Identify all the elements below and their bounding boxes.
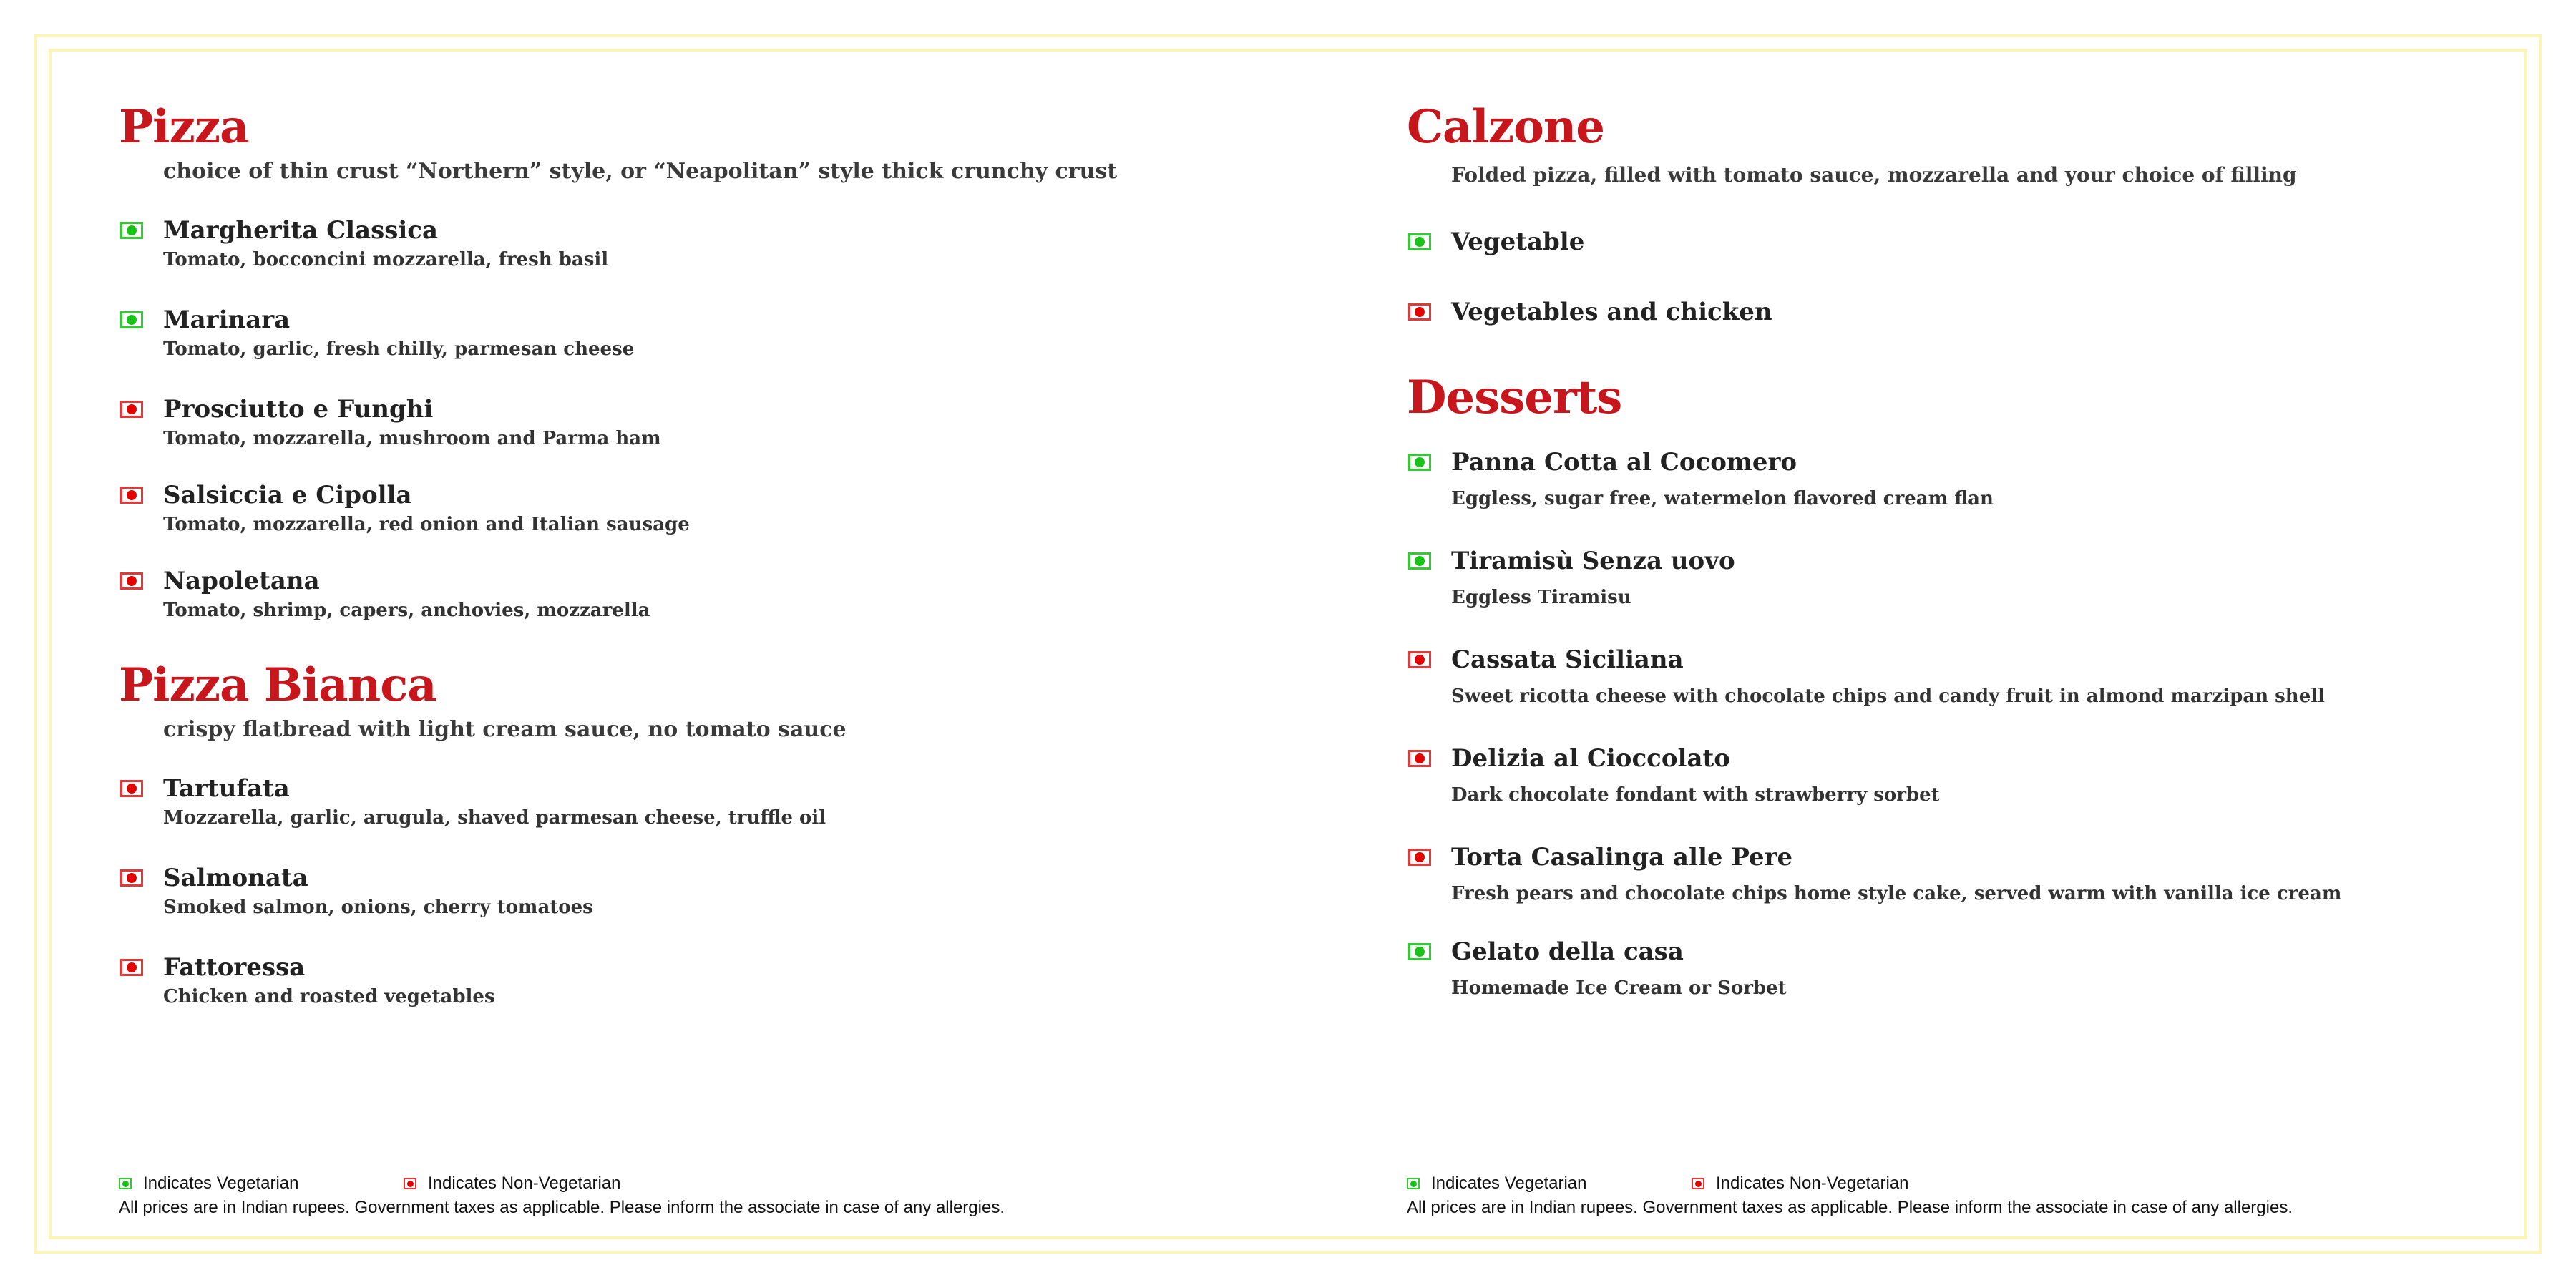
menu-item-desc: Homemade Ice Cream or Sorbet xyxy=(1451,977,1787,999)
nonveg-icon xyxy=(1408,651,1431,668)
menu-item-name: Gelato della casa xyxy=(1451,937,1684,966)
menu-item-name: Panna Cotta al Cocomero xyxy=(1451,448,1797,477)
veg-icon xyxy=(1408,233,1431,250)
menu-item-name: Delizia al Cioccolato xyxy=(1451,744,1730,773)
menu-item-name: Cassata Siciliana xyxy=(1451,645,1684,674)
menu-item-name: Prosciutto e Funghi xyxy=(163,395,434,424)
menu-item-desc: Tomato, mozzarella, mushroom and Parma ham xyxy=(163,428,661,449)
section-title-calzone: Calzone xyxy=(1407,100,1604,154)
menu-item-name: Tiramisù Senza uovo xyxy=(1451,547,1735,575)
section-subtitle-pizza: choice of thin crust “Northern” style, or “Neapolitan” style thick crunchy crust xyxy=(163,159,1118,184)
menu-item-name: Torta Casalinga alle Pere xyxy=(1451,843,1793,872)
menu-item-desc: Tomato, mozzarella, red onion and Italian sausage xyxy=(163,514,690,535)
footnote: All prices are in Indian rupees. Government taxes as applicable. Please inform the associate in case of any allergies. xyxy=(1407,1198,2293,1217)
legend-veg-label: Indicates Vegetarian xyxy=(1431,1174,1587,1193)
menu-item-name: Marinara xyxy=(163,306,291,334)
menu-item-name: Vegetables and chicken xyxy=(1451,298,1772,326)
veg-icon xyxy=(1408,943,1431,960)
menu-item-desc: Eggless Tiramisu xyxy=(1451,587,1631,608)
section-title-pizza: Pizza xyxy=(119,100,249,154)
nonveg-icon xyxy=(1408,849,1431,866)
menu-item-desc: Smoked salmon, onions, cherry tomatoes xyxy=(163,897,593,918)
section-subtitle-calzone: Folded pizza, filled with tomato sauce, mozzarella and your choice of filling xyxy=(1451,163,2297,187)
menu-item-desc: Tomato, bocconcini mozzarella, fresh basil xyxy=(163,249,609,270)
menu-item-name: Salmonata xyxy=(163,864,308,892)
menu-item-desc: Mozzarella, garlic, arugula, shaved parmesan cheese, truffle oil xyxy=(163,807,826,829)
legend-nonveg-icon xyxy=(1692,1178,1704,1189)
nonveg-icon xyxy=(1408,750,1431,767)
veg-icon xyxy=(1408,552,1431,570)
menu-item-name: Tartufata xyxy=(163,774,290,803)
menu-item-desc: Dark chocolate fondant with strawberry sorbet xyxy=(1451,784,1940,806)
section-title-pizza-bianca: Pizza Bianca xyxy=(119,658,436,712)
menu-item-desc: Sweet ricotta cheese with chocolate chips and candy fruit in almond marzipan shell xyxy=(1451,686,2325,707)
veg-icon xyxy=(1408,454,1431,471)
menu-item-name: Margherita Classica xyxy=(163,216,439,245)
menu-item-name: Fattoressa xyxy=(163,953,306,982)
section-title-desserts: Desserts xyxy=(1407,371,1622,424)
legend-veg-label: Indicates Vegetarian xyxy=(143,1174,299,1193)
menu-item-desc: Fresh pears and chocolate chips home style cake, served warm with vanilla ice cream xyxy=(1451,883,2342,904)
menu-item-desc: Tomato, shrimp, capers, anchovies, mozzarella xyxy=(163,600,650,621)
menu-item-desc: Eggless, sugar free, watermelon flavored cream flan xyxy=(1451,488,1994,509)
footnote: All prices are in Indian rupees. Government taxes as applicable. Please inform the associate in case of any allergies. xyxy=(119,1198,1005,1217)
legend-veg-icon xyxy=(1407,1178,1420,1189)
menu-item-desc: Tomato, garlic, fresh chilly, parmesan cheese xyxy=(163,338,635,360)
legend-nonveg-label: Indicates Non-Vegetarian xyxy=(1716,1174,1909,1193)
menu-item-desc: Chicken and roasted vegetables xyxy=(163,986,495,1008)
nonveg-icon xyxy=(1408,303,1431,321)
section-subtitle-pizza-bianca: crispy flatbread with light cream sauce, no tomato sauce xyxy=(163,717,847,742)
menu-item-name: Salsiccia e Cipolla xyxy=(163,481,412,509)
menu-item-name: Napoletana xyxy=(163,567,320,595)
legend-nonveg-label: Indicates Non-Vegetarian xyxy=(428,1174,621,1193)
menu-item-name: Vegetable xyxy=(1451,228,1585,256)
